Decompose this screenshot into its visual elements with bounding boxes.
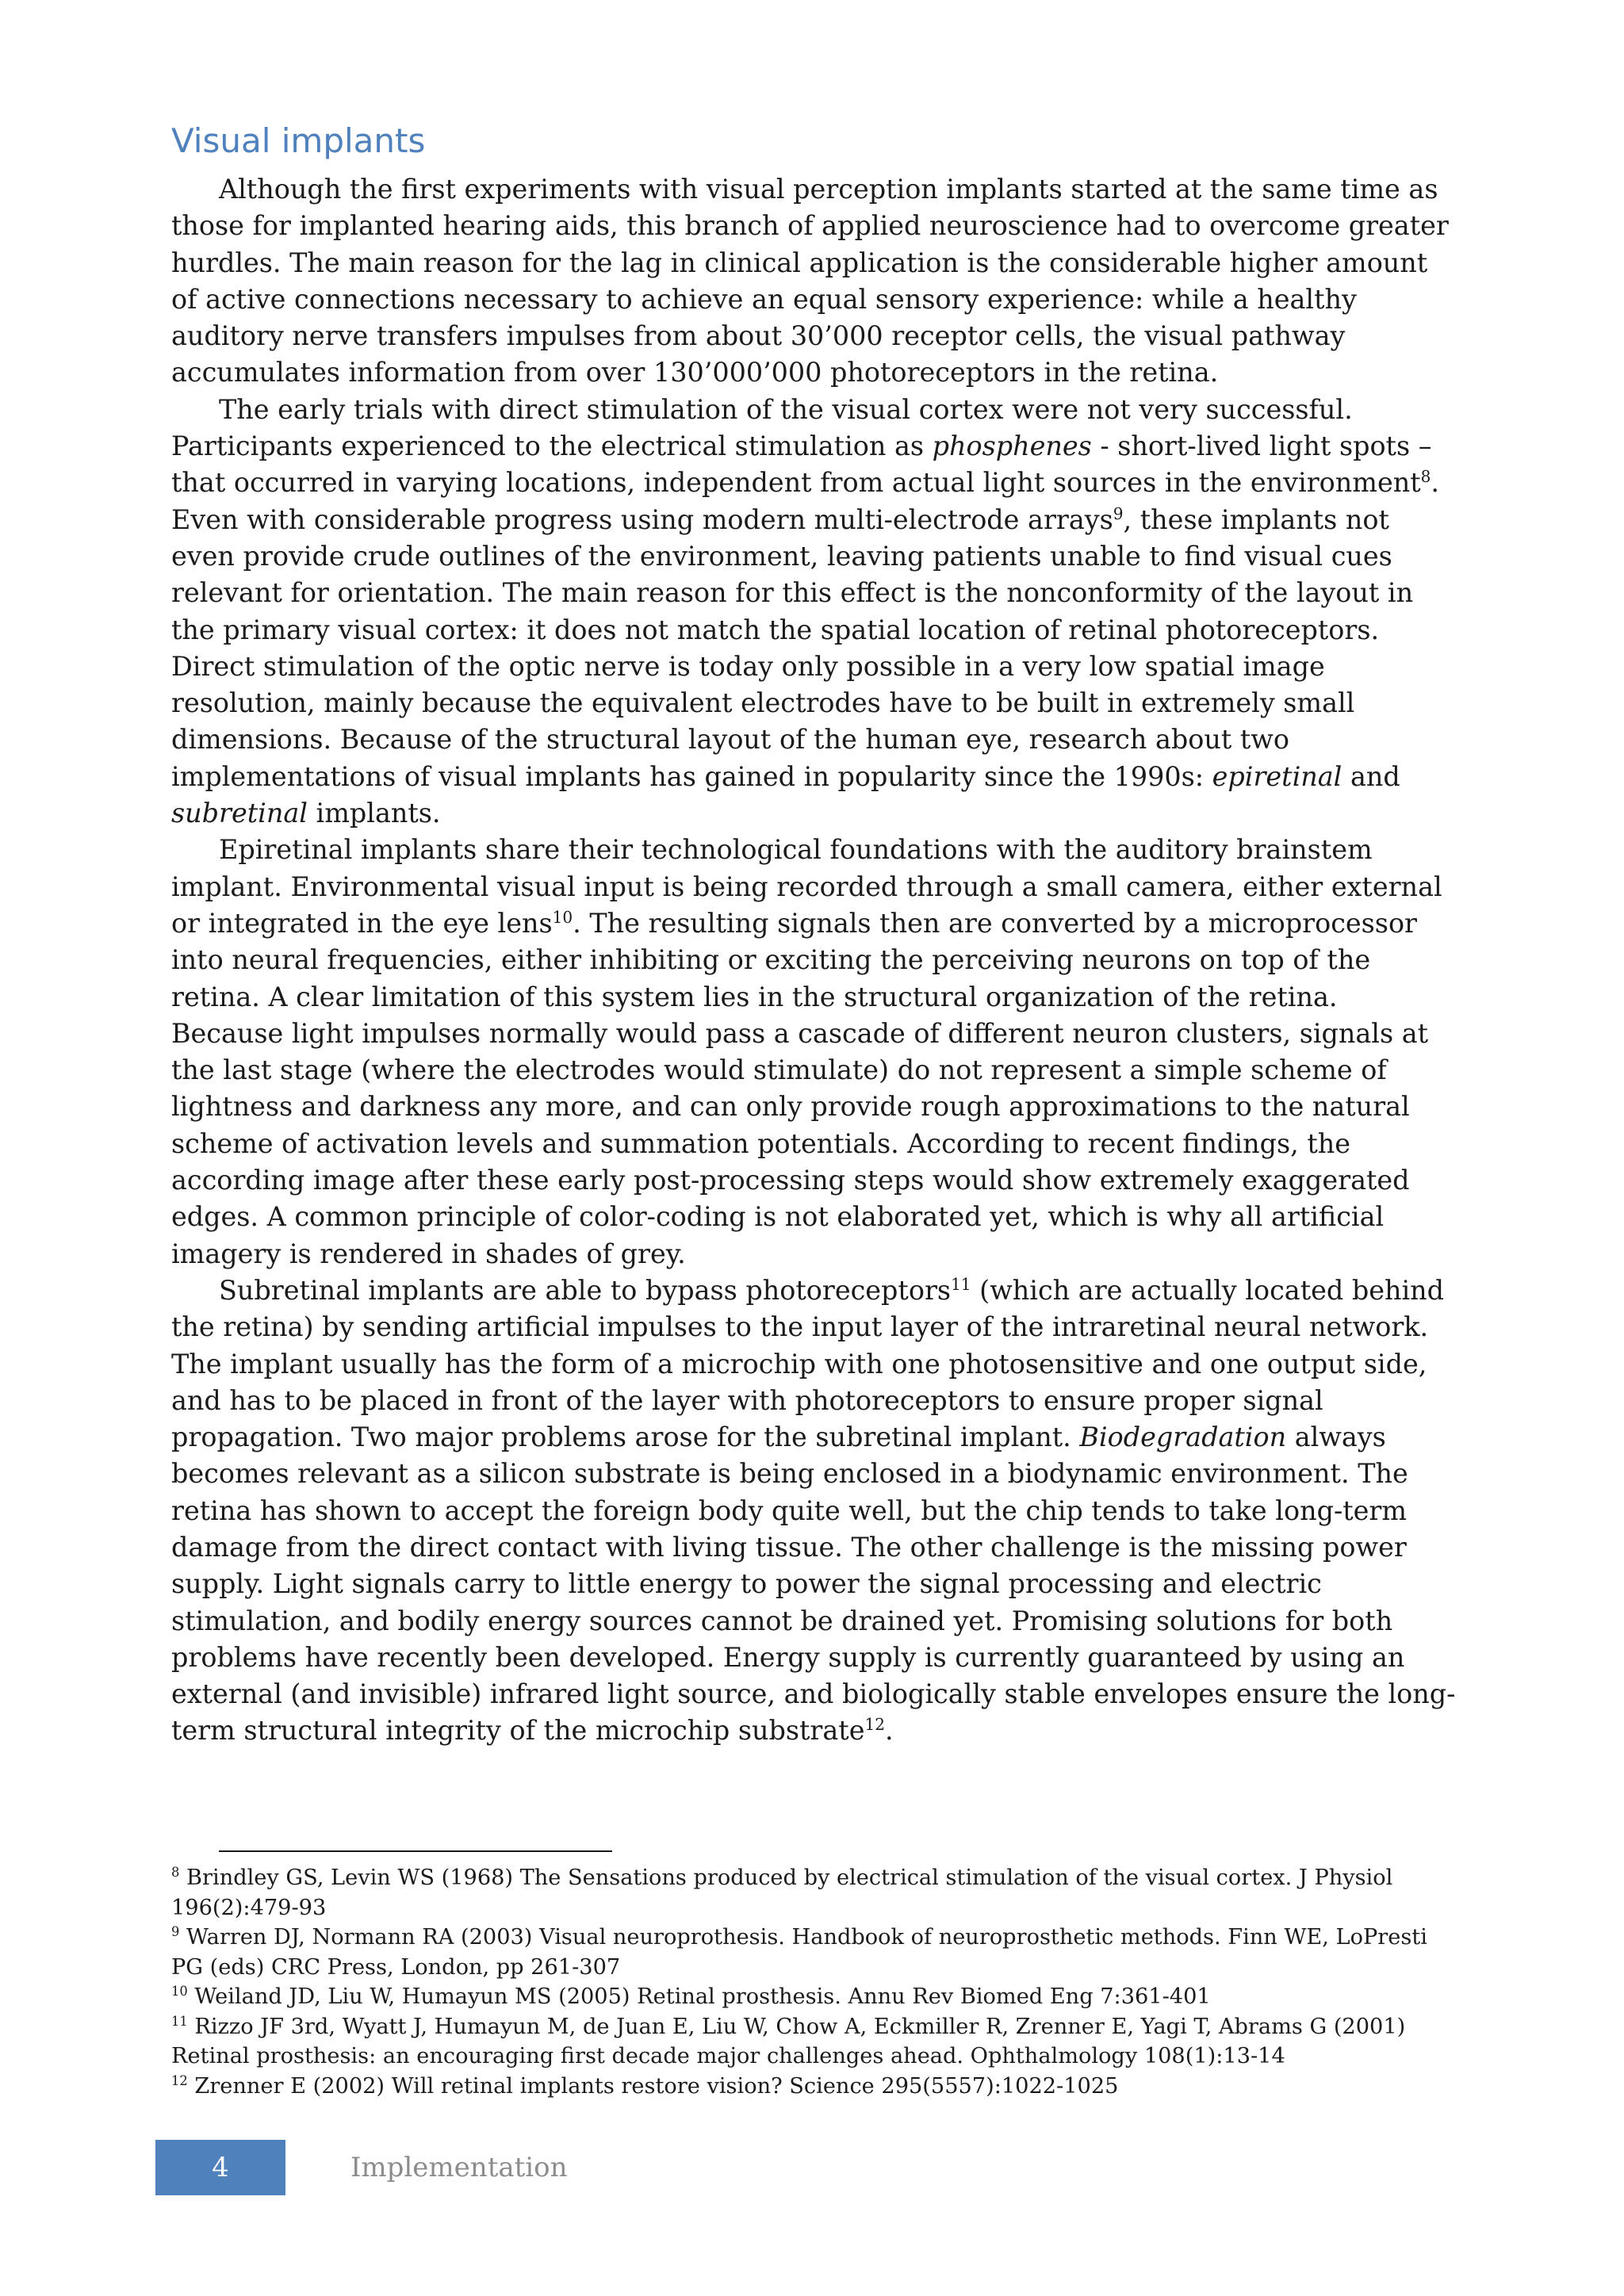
footnote-text: Warren DJ, Normann RA (2003) Visual neuroprothesis. Handbook of neuroprosthetic methods. Finn WE, LoPresti PG (eds) CRC Press, London, pp 261-307 xyxy=(171,1925,1427,1980)
footnote-number: 12 xyxy=(171,2072,188,2088)
paragraph-2-text: , these implants not even provide crude outlines of the environment, leaving patients unable to find visual cues relevant for orientation. The main reason for this effect is the nonconformity of the layout in the primary visual cortex: it does not match the spatial location of retinal photoreceptors. Direct stimulation of the optic nerve is today only possible in a very low spatial image resolution, mainly because the equivalent electrodes have to be built in extremely small dimensions. Because of the structural layout of the human eye, research about two implementations of visual implants has gained in popularity since the 1990s: xyxy=(171,503,1414,792)
footnote-separator xyxy=(219,1850,612,1852)
footnote-ref[interactable]: 12 xyxy=(864,1715,885,1735)
paragraph-2-text: The early trials with direct stimulation of the visual cortex were not very successful. Participants experienced to the electrical stimulation as xyxy=(171,393,1353,462)
page-content xyxy=(171,119,1456,1750)
emphasis-subretinal: subretinal xyxy=(171,798,308,829)
paragraph-2-text: - short-lived light spots – that occurred in varying locations, independent from actual light sources in the environment xyxy=(171,430,1432,499)
footnote-8 xyxy=(171,1863,1456,1923)
footnote-number: 10 xyxy=(171,1983,188,1999)
footnote-12 xyxy=(171,2072,1456,2102)
emphasis-biodegradation: Biodegradation xyxy=(1079,1422,1287,1453)
paragraph-4-text: Subretinal implants are able to bypass photoreceptors xyxy=(219,1274,952,1306)
paragraph-2 xyxy=(171,392,1456,832)
paragraph-4-text: always becomes relevant as a silicon substrate is being enclosed in a biodynamic environment. The retina has shown to accept the foreign body quite well, but the chip tends to take long-term damage from the direct contact with living tissue. The other challenge is the missing power supply. Light signals carry to little energy to power the signal processing and electric stimulation, and bodily energy sources cannot be drained yet. Promising solutions for both problems have recently been developed. Energy supply is currently guaranteed by using an external (and invisible) infrared light source, and biologically stable envelopes ensure the long-term structural integrity of the microchip substrate xyxy=(171,1422,1456,1747)
page-number: 4 xyxy=(212,2152,229,2183)
paragraph-2-text: and xyxy=(1342,760,1400,792)
footnote-10 xyxy=(171,1982,1456,2012)
paragraph-4 xyxy=(171,1272,1456,1750)
paragraph-3 xyxy=(171,832,1456,1272)
section-heading: Visual implants xyxy=(171,121,426,160)
paragraph-2-text: implants. xyxy=(307,798,441,829)
page-number-box xyxy=(155,2140,285,2195)
paragraph-2-text: . Even with considerable progress using modern multi-electrode arrays xyxy=(171,467,1440,535)
footnote-ref[interactable]: 11 xyxy=(951,1274,971,1294)
footnote-number: 8 xyxy=(171,1864,180,1880)
footnote-text: Brindley GS, Levin WS (1968) The Sensations produced by electrical stimulation of the visual cortex. J Physiol 196(2):479-93 xyxy=(171,1866,1393,1920)
footnote-number: 11 xyxy=(171,2013,188,2029)
emphasis-phosphenes: phosphenes xyxy=(932,430,1092,462)
paragraph-1: Although the first experiments with visual perception implants started at the same time as those for implanted hearing aids, this branch of applied neuroscience had to overcome greater hurdles. The main reason for the lag in clinical application is the considerable higher amount of active connections necessary to achieve an equal sensory experience: while a healthy auditory nerve transfers impulses from about 30’000 receptor cells, the visual pathway accumulates information from over 130’000’000 photoreceptors in the retina. xyxy=(171,174,1449,388)
paragraph-3-text: . The resulting signals then are converted by a microprocessor into neural frequencies, either inhibiting or exciting the perceiving neurons on top of the retina. A clear limitation of this system lies in the structural organization of the retina. Because light impulses normally would pass a cascade of different neuron clusters, signals at the last stage (where the electrodes would stimulate) do not represent a simple scheme of lightness and darkness any more, and can only provide rough approximations to the natural scheme of activation levels and summation potentials. According to recent findings, the according image after these early post-processing steps would show extremely exaggerated edges. A common principle of color-coding is not elaborated yet, which is why all artificial imagery is rendered in shades of grey. xyxy=(171,907,1429,1269)
paragraph-4-text: . xyxy=(884,1715,894,1747)
paragraph-4-text: (which are actually located behind the retina) by sending artificial impulses to the input layer of the intraretinal neural network. The implant usually has the form of a microchip with one photosensitive and one output side, and has to be placed in front of the layer with photoreceptors to ensure proper signal propagation. Two major problems arose for the subretinal implant. xyxy=(171,1274,1445,1453)
footnote-11 xyxy=(171,2012,1456,2072)
footnote-9 xyxy=(171,1923,1456,1982)
footnote-number: 9 xyxy=(171,1923,180,1939)
paragraph-3-text: Epiretinal implants share their technological foundations with the auditory brainstem implant. Environmental visual input is being recorded through a small camera, either external or integrated in the eye lens xyxy=(171,834,1442,939)
emphasis-epiretinal: epiretinal xyxy=(1212,760,1342,792)
body-text xyxy=(171,171,1456,1750)
footnote-text: Weiland JD, Liu W, Humayun MS (2005) Retinal prosthesis. Annu Rev Biomed Eng 7:361-401 xyxy=(187,1984,1211,2009)
footnote-ref[interactable]: 8 xyxy=(1420,467,1431,487)
footnote-ref[interactable]: 10 xyxy=(552,907,573,927)
footnotes xyxy=(171,1863,1456,2101)
footnote-ref[interactable]: 9 xyxy=(1113,503,1124,523)
footnote-text: Zrenner E (2002) Will retinal implants restore vision? Science 295(5557):1022-1025 xyxy=(187,2073,1119,2099)
running-footer-chapter: Implementation xyxy=(350,2152,568,2183)
footnote-text: Rizzo JF 3rd, Wyatt J, Humayun M, de Juan E, Liu W, Chow A, Eckmiller R, Zrenner E, Yagi T, Abrams G (2001) Retinal prosthesis: an encouraging first decade major challenges ahead. Ophthalmology 108(1):13-14 xyxy=(171,2014,1406,2068)
